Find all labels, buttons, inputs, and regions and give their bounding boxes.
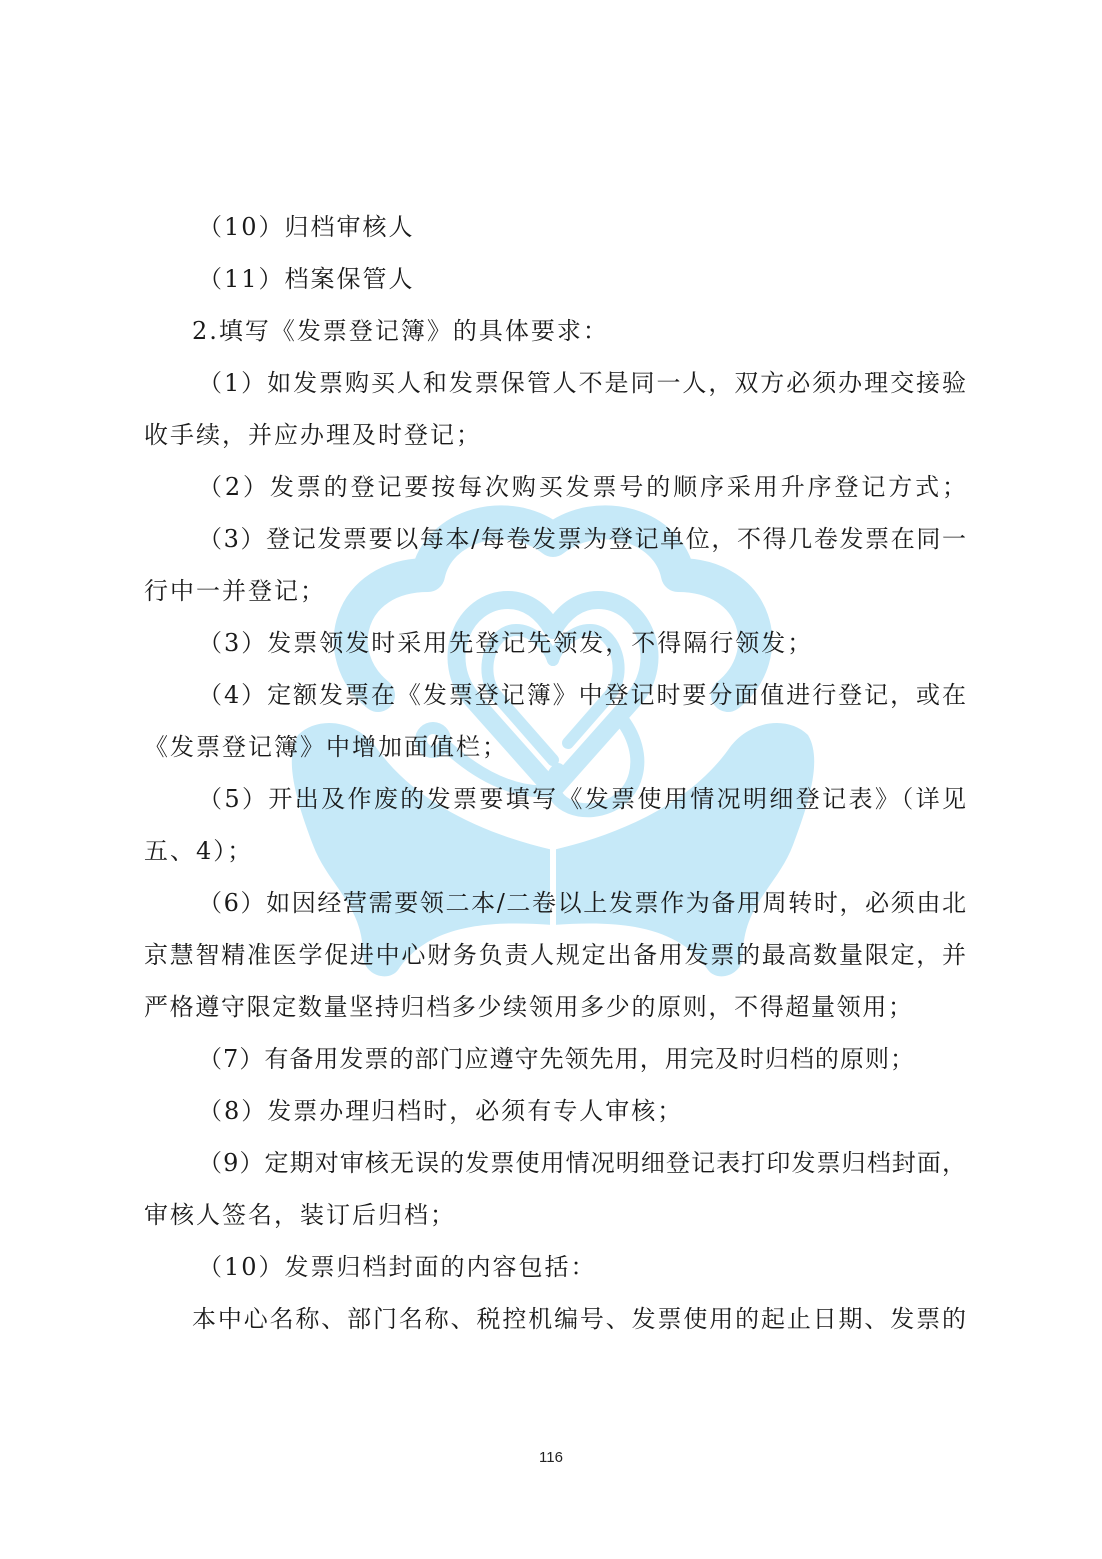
paragraph-line: 严格遵守限定数量坚持归档多少续领用多少的原则，不得超量领用； [144,993,912,1021]
paragraph-line: （5）开出及作废的发票要填写《发票使用情况明细登记表》（详见 [198,785,966,813]
paragraph-line: （2）发票的登记要按每次购买发票号的顺序采用升序登记方式； [198,473,966,501]
paragraph-line: 收手续，并应办理及时登记； [144,421,482,449]
paragraph-line: （7）有备用发票的部门应遵守先领先用，用完及时归档的原则； [198,1045,914,1073]
paragraph-line: （1）如发票购买人和发票保管人不是同一人，双方必须办理交接验 [198,369,966,397]
paragraph-line: （4）定额发票在《发票登记簿》中登记时要分面值进行登记，或在 [198,681,966,709]
list-item: （10）归档审核人 [198,213,415,241]
paragraph-line: （8）发票办理归档时，必须有专人审核； [198,1097,684,1125]
section-heading: 2.填写《发票登记簿》的具体要求： [192,317,609,345]
paragraph-line: （3）登记发票要以每本/每卷发票为登记单位，不得几卷发票在同一 [198,525,966,553]
paragraph-line: （3）发票领发时采用先登记先领发，不得隔行领发； [198,629,814,657]
paragraph-line: （10）发票归档封面的内容包括： [198,1253,597,1281]
paragraph-line: （9）定期对审核无误的发票使用情况明细登记表打印发票归档封面， [198,1149,966,1177]
paragraph-line: 五、4）； [144,837,254,865]
paragraph-line: （6）如因经营需要领二本/二卷以上发票作为备用周转时，必须由北 [198,889,966,917]
paragraph-line: 行中一并登记； [144,577,326,605]
list-item: （11）档案保管人 [198,265,415,293]
paragraph-line: 审核人签名，装订后归档； [144,1201,456,1229]
paragraph-line: 本中心名称、部门名称、税控机编号、发票使用的起止日期、发票的 [192,1305,966,1333]
page-number: 116 [539,1449,563,1466]
paragraph-line: 《发票登记簿》中增加面值栏； [144,733,508,761]
paragraph-line: 京慧智精准医学促进中心财务负责人规定出备用发票的最高数量限定，并 [144,941,966,969]
